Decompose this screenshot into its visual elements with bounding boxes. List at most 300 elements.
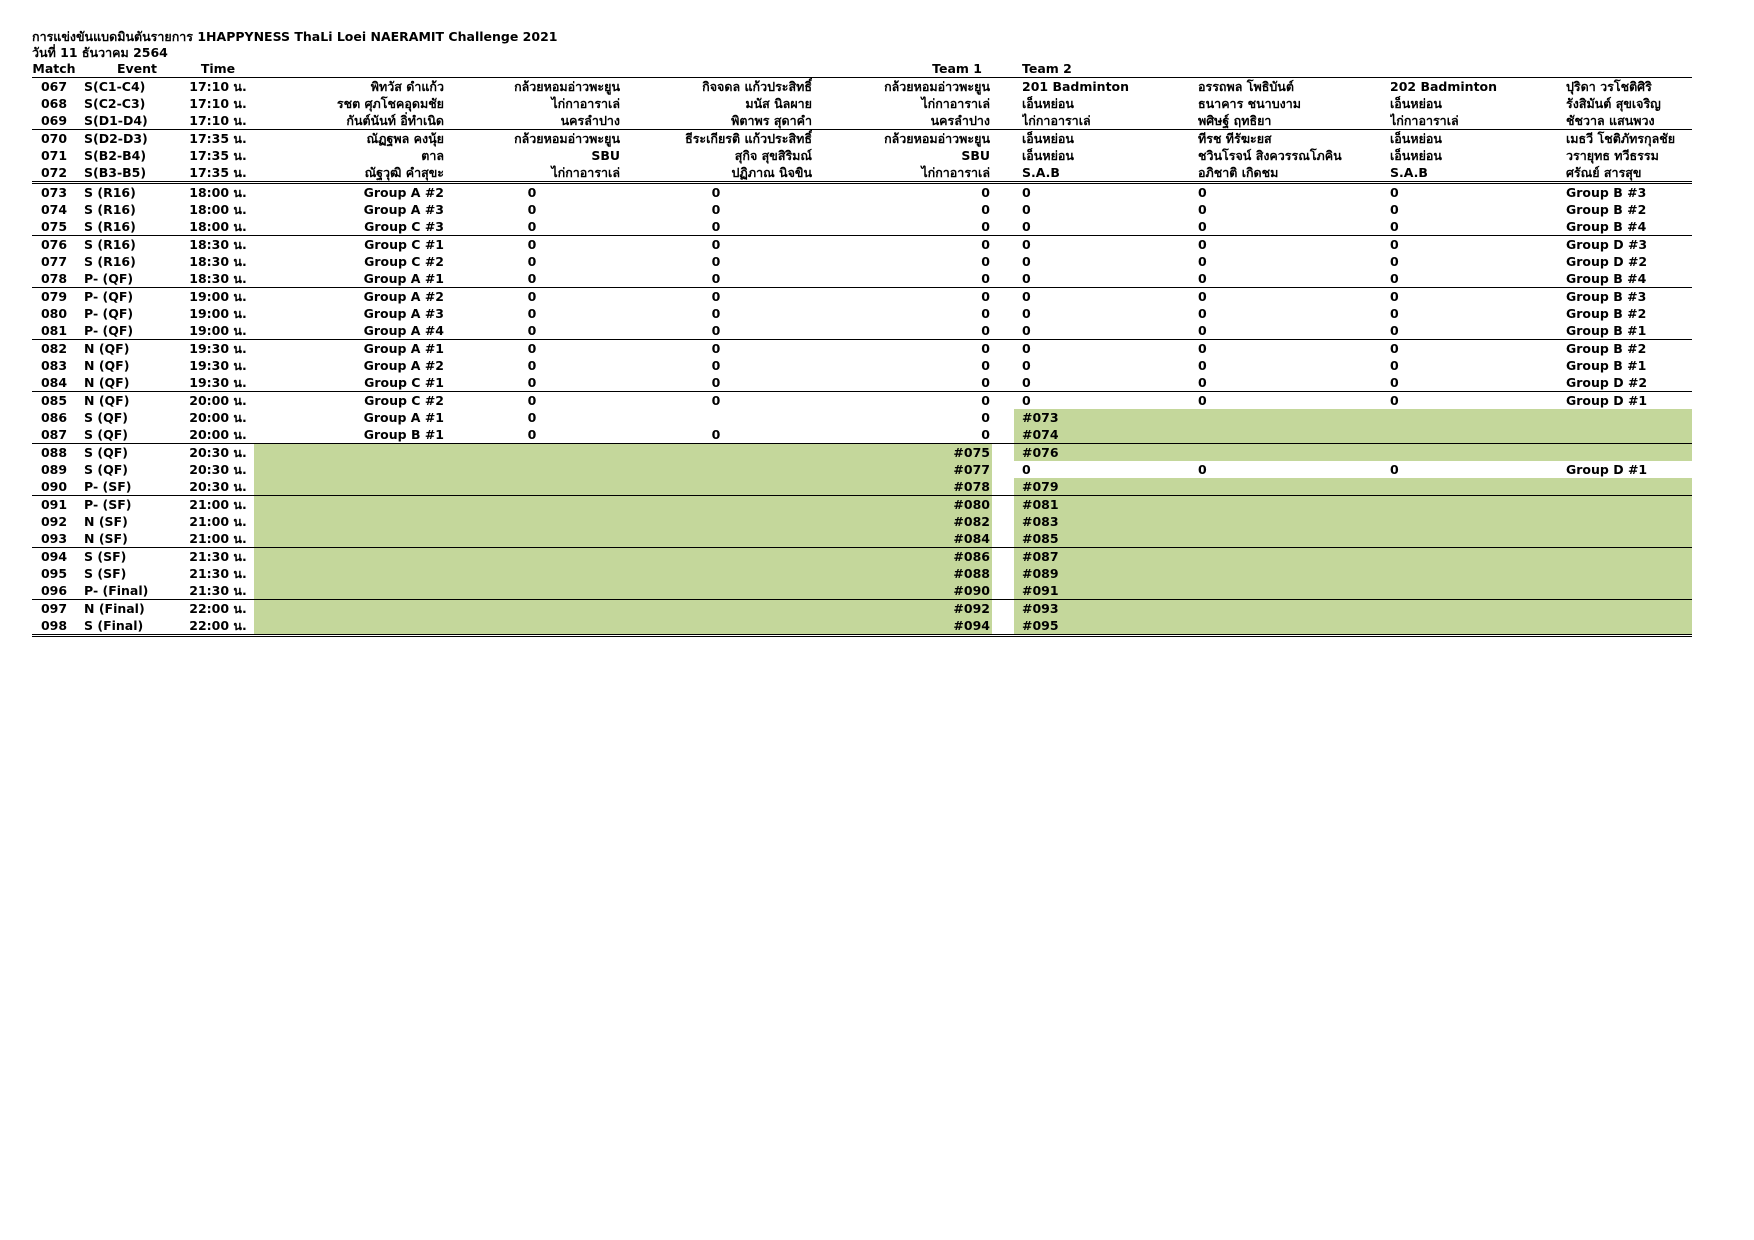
team2-club2 xyxy=(1390,513,1566,530)
team1-club2: #084 xyxy=(953,531,990,546)
team2-player2: Group B #4 xyxy=(1566,219,1647,234)
team2-player1: 0 xyxy=(1198,462,1207,477)
match-time: 20:00 น. xyxy=(189,393,247,408)
team2-club2: เอ็นหย่อน xyxy=(1390,148,1442,163)
team1-player1: ณัฐวุฒิ คำสุขะ xyxy=(364,165,444,180)
table-row xyxy=(32,164,1692,184)
table-row xyxy=(32,130,1692,147)
table-row xyxy=(32,617,1692,637)
team2-player2: Group D #1 xyxy=(1566,393,1648,408)
table-row xyxy=(32,270,1692,288)
team2-club2: 0 xyxy=(1390,202,1399,217)
match-time: 21:30 น. xyxy=(189,583,247,598)
header-event: Event xyxy=(116,61,158,76)
team2-player2: วรายุทธ ทวีธรรม xyxy=(1566,148,1659,163)
team2-club2 xyxy=(1390,530,1566,547)
team1-club1: 0 xyxy=(527,202,537,217)
match-number: 090 xyxy=(40,479,68,494)
match-time: 20:30 น. xyxy=(189,445,247,460)
team2-player2: Group B #2 xyxy=(1566,341,1647,356)
team1-club2: #094 xyxy=(953,618,990,633)
match-time: 17:35 น. xyxy=(189,165,247,180)
team2-club2: 0 xyxy=(1390,462,1399,477)
team1-player2 xyxy=(620,478,812,495)
team2-player1: 0 xyxy=(1198,289,1207,304)
team2-club1: #073 xyxy=(1022,410,1059,425)
match-time: 19:00 น. xyxy=(189,323,247,338)
schedule-rows xyxy=(32,78,1692,637)
team2-club1: 0 xyxy=(1022,341,1031,356)
event-name: S (SF) xyxy=(84,549,127,564)
team2-club2: ไก่กาอาราเล่ xyxy=(1390,113,1459,128)
team1-player1: Group C #3 xyxy=(364,219,444,234)
team2-player1: 0 xyxy=(1198,393,1207,408)
team2-player2 xyxy=(1566,582,1692,599)
team1-player1 xyxy=(254,478,444,495)
table-row xyxy=(32,236,1692,253)
match-number: 087 xyxy=(40,427,68,442)
team2-player1: 0 xyxy=(1198,271,1207,286)
match-time: 19:30 น. xyxy=(189,375,247,390)
match-number: 084 xyxy=(40,375,68,390)
team1-player2: 0 xyxy=(711,341,721,356)
team2-player2: Group D #2 xyxy=(1566,254,1648,269)
team2-player1 xyxy=(1198,513,1390,530)
table-row xyxy=(32,478,1692,496)
team1-club1: 0 xyxy=(527,323,537,338)
team2-player1: อภิชาติ เกิดชม xyxy=(1198,165,1279,180)
match-number: 067 xyxy=(40,79,68,94)
team2-player1 xyxy=(1198,426,1390,443)
team2-club2 xyxy=(1390,426,1566,443)
event-name: P- (SF) xyxy=(84,479,132,494)
team2-player2 xyxy=(1566,444,1692,461)
team1-club2: #090 xyxy=(953,583,990,598)
event-name: N (SF) xyxy=(84,514,128,529)
page-date: วันที่ 11 ธันวาคม 2564 xyxy=(32,45,168,60)
team2-player2: Group B #1 xyxy=(1566,323,1647,338)
event-name: N (QF) xyxy=(84,375,130,390)
table-row xyxy=(32,340,1692,357)
team2-player2: Group D #3 xyxy=(1566,237,1648,252)
schedule-sheet xyxy=(32,29,1692,637)
team1-club2: 0 xyxy=(981,289,990,304)
table-row xyxy=(32,461,1692,478)
match-time: 18:30 น. xyxy=(189,237,247,252)
team1-club2: 0 xyxy=(981,237,990,252)
team2-player1: 0 xyxy=(1198,219,1207,234)
team2-club2: 0 xyxy=(1390,323,1399,338)
team2-club1: 0 xyxy=(1022,219,1031,234)
team2-club1: #093 xyxy=(1022,601,1059,616)
team1-club2: #075 xyxy=(953,445,990,460)
team2-player2: Group D #2 xyxy=(1566,375,1648,390)
team1-player1: พิทวัส ดำแก้ว xyxy=(370,79,444,94)
team1-player1: Group A #3 xyxy=(363,306,444,321)
header-time: Time xyxy=(200,61,236,76)
team1-player1: ณัฏฐพล คงนุ้ย xyxy=(366,131,444,146)
team2-player1: ธนาคาร ชนาบงาม xyxy=(1198,96,1301,111)
table-row xyxy=(32,392,1692,409)
schedule-table xyxy=(32,60,1692,637)
match-number: 068 xyxy=(40,96,68,111)
team2-club2: 202 Badminton xyxy=(1390,79,1498,94)
team2-club1: #089 xyxy=(1022,566,1059,581)
team1-club1: ไก่กาอาราเล่ xyxy=(551,165,620,180)
team1-club1 xyxy=(444,565,620,582)
team1-club1: SBU xyxy=(591,148,620,163)
event-name: N (QF) xyxy=(84,341,130,356)
team1-club2: 0 xyxy=(981,393,990,408)
team1-club2: 0 xyxy=(981,410,990,425)
team1-player1: Group A #2 xyxy=(363,358,444,373)
table-row xyxy=(32,600,1692,617)
team1-club2: กล้วยหอมอ่าวพะยูน xyxy=(884,131,990,146)
event-name: S(D2-D3) xyxy=(84,131,148,146)
team2-player2: เมธวี โชติภัทรกุลชัย xyxy=(1566,131,1676,146)
match-number: 077 xyxy=(40,254,68,269)
team1-player1: Group A #3 xyxy=(363,202,444,217)
team2-player1: 0 xyxy=(1198,341,1207,356)
match-time: 17:10 น. xyxy=(189,79,247,94)
team1-player2 xyxy=(620,582,812,599)
match-number: 071 xyxy=(40,148,68,163)
team1-player2 xyxy=(620,600,812,617)
event-name: P- (QF) xyxy=(84,323,134,338)
team1-player1: Group A #2 xyxy=(363,185,444,200)
team1-club1: 0 xyxy=(527,375,537,390)
team1-club1 xyxy=(444,461,620,478)
event-name: S (QF) xyxy=(84,410,128,425)
team1-player2: 0 xyxy=(711,358,721,373)
team2-club2 xyxy=(1390,600,1566,617)
team2-player1: พศิษฐ์ ฤทธิยา xyxy=(1198,113,1272,128)
team1-player1 xyxy=(254,496,444,513)
team1-club2: #092 xyxy=(953,601,990,616)
match-time: 18:00 น. xyxy=(189,202,247,217)
team2-player2: Group B #3 xyxy=(1566,289,1647,304)
team2-player1: 0 xyxy=(1198,202,1207,217)
team1-club1: 0 xyxy=(527,393,537,408)
team1-player2 xyxy=(620,513,812,530)
match-number: 072 xyxy=(40,165,68,180)
match-number: 082 xyxy=(40,341,68,356)
team1-player1 xyxy=(254,444,444,461)
table-row xyxy=(32,184,1692,201)
team2-club1: S.A.B xyxy=(1022,165,1060,180)
event-name: P- (QF) xyxy=(84,289,134,304)
team1-club1 xyxy=(444,478,620,495)
team2-club1: 0 xyxy=(1022,306,1031,321)
match-number: 069 xyxy=(40,113,68,128)
team1-club1 xyxy=(444,496,620,513)
team2-club1: #076 xyxy=(1022,445,1059,460)
team2-club1: #095 xyxy=(1022,618,1059,633)
team2-player2: ชัชวาล แสนพวง xyxy=(1566,113,1655,128)
team2-club2 xyxy=(1390,617,1566,634)
table-row xyxy=(32,357,1692,374)
team1-club1: 0 xyxy=(527,410,537,425)
team1-club1 xyxy=(444,582,620,599)
team2-player1 xyxy=(1198,565,1390,582)
team2-club1: 201 Badminton xyxy=(1022,79,1130,94)
match-number: 097 xyxy=(40,601,68,616)
match-time: 20:00 น. xyxy=(189,427,247,442)
team2-player2: รังสิมันต์ สุขเจริญ xyxy=(1566,96,1661,111)
team2-player1 xyxy=(1198,530,1390,547)
team1-club2: #078 xyxy=(953,479,990,494)
team2-club1: 0 xyxy=(1022,393,1031,408)
table-row xyxy=(32,409,1692,426)
team1-club2: 0 xyxy=(981,271,990,286)
header-row xyxy=(32,60,1692,78)
team1-player2: พิตาพร สุดาคำ xyxy=(731,113,812,128)
match-number: 078 xyxy=(40,271,68,286)
match-number: 073 xyxy=(40,185,68,200)
team2-player1: 0 xyxy=(1198,323,1207,338)
team1-player1 xyxy=(254,513,444,530)
team2-player1 xyxy=(1198,617,1390,634)
team1-player1: Group A #1 xyxy=(363,341,444,356)
team2-club1: 0 xyxy=(1022,323,1031,338)
team2-club1: 0 xyxy=(1022,237,1031,252)
team2-club1: เอ็นหย่อน xyxy=(1022,96,1074,111)
event-name: S(B2-B4) xyxy=(84,148,147,163)
team2-club2: 0 xyxy=(1390,185,1399,200)
team1-club2: กล้วยหอมอ่าวพะยูน xyxy=(884,79,990,94)
match-number: 088 xyxy=(40,445,68,460)
team2-player1 xyxy=(1198,600,1390,617)
team2-player1: 0 xyxy=(1198,185,1207,200)
team1-club1 xyxy=(444,530,620,547)
team1-player2: ปฏิภาณ นิจขิน xyxy=(731,165,812,180)
team1-club1: 0 xyxy=(527,271,537,286)
match-number: 098 xyxy=(40,618,68,633)
team1-club2: 0 xyxy=(981,254,990,269)
table-row xyxy=(32,288,1692,305)
team1-club1: 0 xyxy=(527,341,537,356)
team1-club2: 0 xyxy=(981,185,990,200)
match-number: 092 xyxy=(40,514,68,529)
team1-club2: 0 xyxy=(981,375,990,390)
team2-club2 xyxy=(1390,582,1566,599)
event-name: S (QF) xyxy=(84,427,128,442)
team1-club1: นครลำปาง xyxy=(560,113,620,128)
match-time: 21:30 น. xyxy=(189,549,247,564)
team1-player2 xyxy=(620,617,812,634)
team1-player2: 0 xyxy=(711,202,721,217)
team1-player2 xyxy=(620,548,812,565)
match-time: 19:00 น. xyxy=(189,306,247,321)
header-team2: Team 2 xyxy=(1022,61,1072,76)
match-time: 19:30 น. xyxy=(189,358,247,373)
team1-player2 xyxy=(620,565,812,582)
table-row xyxy=(32,253,1692,270)
team2-club1: 0 xyxy=(1022,185,1031,200)
team1-player2: 0 xyxy=(711,254,721,269)
team1-player1: Group C #1 xyxy=(364,375,444,390)
table-row xyxy=(32,322,1692,340)
team1-club1 xyxy=(444,444,620,461)
team1-club2: 0 xyxy=(981,358,990,373)
team1-club2: 0 xyxy=(981,219,990,234)
event-name: N (Final) xyxy=(84,601,145,616)
team1-player1 xyxy=(254,600,444,617)
team1-player1: Group C #2 xyxy=(364,254,444,269)
team1-club1: 0 xyxy=(527,185,537,200)
event-name: S (QF) xyxy=(84,462,128,477)
team1-club1: ไก่กาอาราเล่ xyxy=(551,96,620,111)
match-time: 21:00 น. xyxy=(189,531,247,546)
match-number: 074 xyxy=(40,202,68,217)
team2-club1: #081 xyxy=(1022,497,1059,512)
event-name: P- (Final) xyxy=(84,583,149,598)
team2-player1: ชวินโรจน์ สิงควรรณโภคิน xyxy=(1198,148,1342,163)
match-time: 18:30 น. xyxy=(189,271,247,286)
table-row xyxy=(32,374,1692,392)
team2-club1: 0 xyxy=(1022,271,1031,286)
match-number: 095 xyxy=(40,566,68,581)
table-row xyxy=(32,582,1692,600)
team2-player2 xyxy=(1566,617,1692,634)
match-time: 18:00 น. xyxy=(189,185,247,200)
team2-club2: 0 xyxy=(1390,393,1399,408)
table-row xyxy=(32,426,1692,444)
match-time: 18:00 น. xyxy=(189,219,247,234)
team1-player2: กิจจดล แก้วประสิทธิ์ xyxy=(702,79,812,94)
team1-player2 xyxy=(620,496,812,513)
team1-club1: กล้วยหอมอ่าวพะยูน xyxy=(514,131,620,146)
team2-player1: 0 xyxy=(1198,358,1207,373)
team1-player1: Group B #1 xyxy=(363,427,444,442)
match-number: 070 xyxy=(40,131,68,146)
match-time: 21:00 น. xyxy=(189,497,247,512)
team1-club1: 0 xyxy=(527,219,537,234)
team1-player2: 0 xyxy=(711,237,721,252)
header-team1: Team 1 xyxy=(932,61,982,76)
event-name: S(C1-C4) xyxy=(84,79,146,94)
table-row xyxy=(32,78,1692,95)
team2-player1 xyxy=(1198,496,1390,513)
table-row xyxy=(32,218,1692,236)
team2-club1: เอ็นหย่อน xyxy=(1022,131,1074,146)
event-name: P- (QF) xyxy=(84,271,134,286)
table-row xyxy=(32,565,1692,582)
team1-club1 xyxy=(444,617,620,634)
team2-club1: 0 xyxy=(1022,254,1031,269)
team1-player1: Group A #1 xyxy=(363,271,444,286)
match-time: 17:10 น. xyxy=(189,113,247,128)
team1-player1 xyxy=(254,617,444,634)
table-row xyxy=(32,112,1692,130)
team2-player2 xyxy=(1566,496,1692,513)
page-title: การแข่งขันแบดมินตันรายการ 1HAPPYNESS ThaLi Loei NAERAMIT Challenge 2021 xyxy=(32,29,558,44)
table-row xyxy=(32,444,1692,461)
team1-club1: กล้วยหอมอ่าวพะยูน xyxy=(514,79,620,94)
team1-club1 xyxy=(444,548,620,565)
event-name: P- (SF) xyxy=(84,497,132,512)
team2-player1: อรรถพล โพธิบันต์ xyxy=(1198,79,1294,94)
match-number: 083 xyxy=(40,358,68,373)
team2-club2: 0 xyxy=(1390,271,1399,286)
event-name: S(B3-B5) xyxy=(84,165,147,180)
team1-player1 xyxy=(254,548,444,565)
team2-player2 xyxy=(1566,600,1692,617)
match-time: 20:00 น. xyxy=(189,410,247,425)
team2-player1: ทีรช ทีรัฆะยส xyxy=(1198,131,1272,146)
table-row xyxy=(32,95,1692,112)
team1-player1: รชต ศุภโชคอุดมชัย xyxy=(336,96,444,111)
team2-player1 xyxy=(1198,582,1390,599)
team1-club2: #086 xyxy=(953,549,990,564)
team1-club1: 0 xyxy=(527,358,537,373)
event-name: S (R16) xyxy=(84,185,136,200)
header-match: Match xyxy=(32,61,76,76)
match-number: 089 xyxy=(40,462,68,477)
match-number: 080 xyxy=(40,306,68,321)
team1-player2 xyxy=(620,461,812,478)
team1-club1: 0 xyxy=(527,254,537,269)
team1-player1: Group A #1 xyxy=(363,410,444,425)
team2-player2: Group B #1 xyxy=(1566,358,1647,373)
team2-club2: เอ็นหย่อน xyxy=(1390,96,1442,111)
team2-club1: #074 xyxy=(1022,427,1059,442)
team1-player2: 0 xyxy=(711,323,721,338)
team2-club1: #079 xyxy=(1022,479,1059,494)
team1-player2 xyxy=(620,444,812,461)
event-name: S (Final) xyxy=(84,618,144,633)
match-number: 075 xyxy=(40,219,68,234)
team2-club2: S.A.B xyxy=(1390,165,1428,180)
team2-player1 xyxy=(1198,444,1390,461)
team2-player1 xyxy=(1198,478,1390,495)
team2-club2: 0 xyxy=(1390,254,1399,269)
match-number: 096 xyxy=(40,583,68,598)
team1-club2: 0 xyxy=(981,323,990,338)
event-name: N (SF) xyxy=(84,531,128,546)
match-number: 079 xyxy=(40,289,68,304)
team1-player2 xyxy=(620,530,812,547)
team1-player2: 0 xyxy=(711,375,721,390)
table-row xyxy=(32,201,1692,218)
team1-club2: นครลำปาง xyxy=(930,113,990,128)
team1-player2: 0 xyxy=(711,393,721,408)
team1-player1: ตาล xyxy=(421,148,444,163)
match-number: 086 xyxy=(40,410,68,425)
team2-club1: 0 xyxy=(1022,462,1031,477)
match-number: 085 xyxy=(40,393,68,408)
event-name: P- (QF) xyxy=(84,306,134,321)
match-time: 17:10 น. xyxy=(189,96,247,111)
team2-club2: 0 xyxy=(1390,375,1399,390)
team2-player2: Group B #3 xyxy=(1566,185,1647,200)
team1-player2: 0 xyxy=(711,219,721,234)
team1-player1: Group C #2 xyxy=(364,393,444,408)
team1-club2: #082 xyxy=(953,514,990,529)
team2-player1 xyxy=(1198,409,1390,426)
match-time: 21:30 น. xyxy=(189,566,247,581)
team2-club1: เอ็นหย่อน xyxy=(1022,148,1074,163)
team1-player1 xyxy=(254,530,444,547)
team1-player2: 0 xyxy=(711,271,721,286)
team1-player2: ธีระเกียรติ แก้วประสิทธิ์ xyxy=(685,131,812,146)
team2-club1: 0 xyxy=(1022,289,1031,304)
team2-club1: #091 xyxy=(1022,583,1059,598)
team2-club1: 0 xyxy=(1022,375,1031,390)
team1-player2: 0 xyxy=(711,427,721,442)
team2-club1: 0 xyxy=(1022,202,1031,217)
team1-club1: 0 xyxy=(527,289,537,304)
